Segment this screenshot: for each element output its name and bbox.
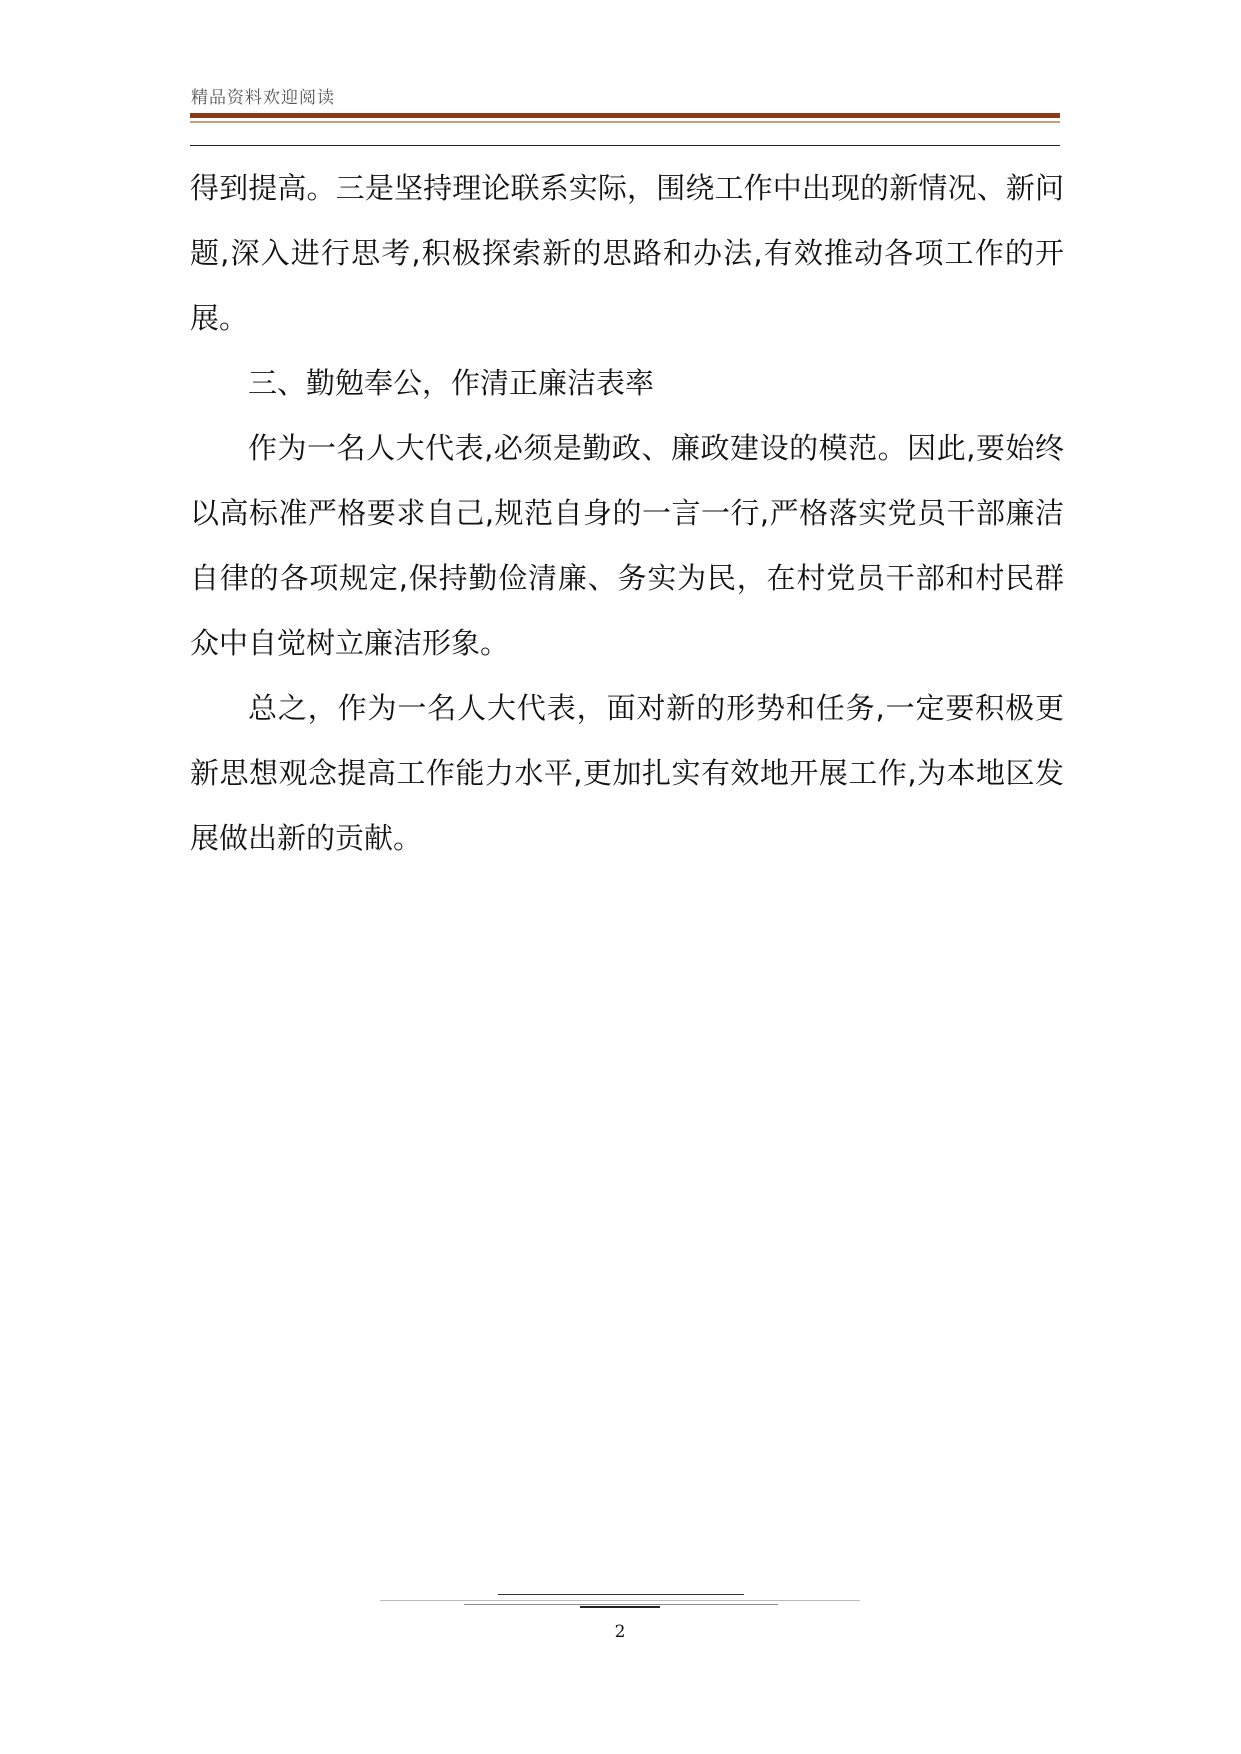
footer-rule-short [580,1606,660,1608]
paragraph: 作为一名人大代表,必须是勤政、廉政建设的模范。因此,要始终以高标准严格要求自己,规范自身的一言一行,严格落实党员干部廉洁自律的各项规定,保持勤俭清廉、务实为民，在村党员干部和村民群众中自觉树立廉洁形象。 [190,431,1064,660]
paragraph-continuation: 得到提高。三是坚持理论联系实际，围绕工作中出现的新情况、新问题,深入进行思考,积极探索新的思路和办法,有效推动各项工作的开展。 [190,171,1064,335]
footer-rule-outer [380,1600,860,1601]
header-rule-secondary [190,121,1060,123]
section-heading: 三、勤勉奉公，作清正廉洁表率 [248,366,655,400]
paragraph-conclusion: 总之，作为一名人大代表，面对新的形势和任务,一定要积极更新思想观念提高工作能力水平,更加扎实有效地开展工作,为本地区发展做出新的贡献。 [190,691,1064,855]
page-number: 2 [614,1622,626,1642]
footer-rule-top [498,1594,744,1595]
footer-rule-mid [464,1604,778,1605]
header-rule [190,113,1060,118]
page-footer [380,1600,860,1660]
document-body [190,156,1064,871]
header-title: 精品资料欢迎阅读 [191,88,335,108]
content-top-rule [190,145,1060,146]
